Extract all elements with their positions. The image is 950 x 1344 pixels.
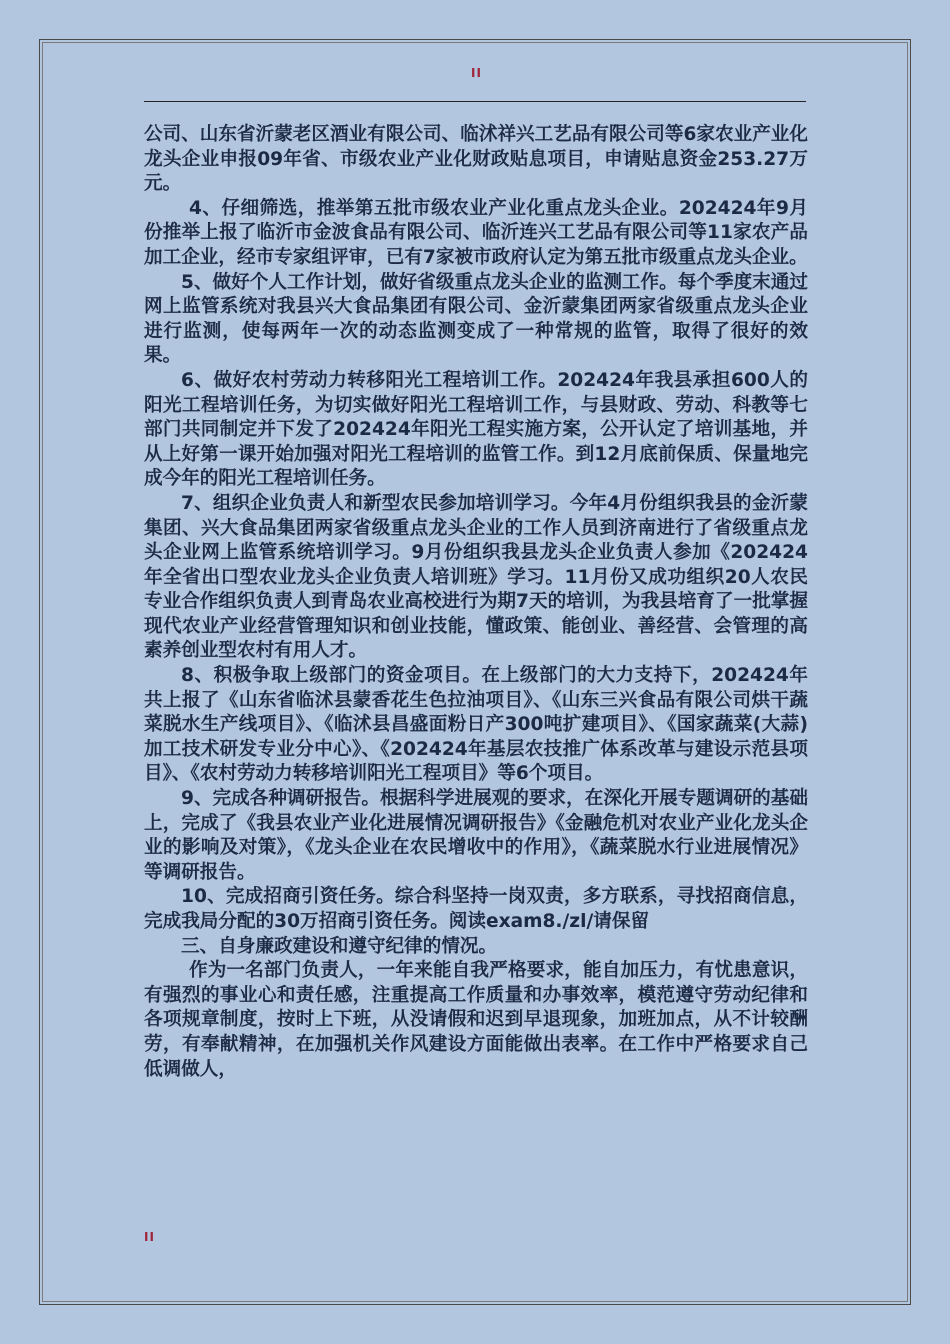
section-heading-3: 三、自身廉政建设和遵守纪律的情况。 xyxy=(181,935,498,957)
paragraph-continuation: 公司、山东省沂蒙老区酒业有限公司、临沭祥兴工艺品有限公司等6家农业产业化龙头企业申报09年省、市级农业产业化财政贴息项目，申请贴息资金253.27万元。 xyxy=(144,124,808,195)
paragraph-item-5: 5、做好个人工作计划，做好省级重点龙头企业的监测工作。每个季度末通过网上监管系统对我县兴大食品集团有限公司、金沂蒙集团两家省级重点龙头企业进行监测，使每两年一次的动态监测变成了一种常规的监管，取得了很好的效果。 xyxy=(144,271,808,367)
paragraph-item-4: 4、仔细筛选，推举第五批市级农业产业化重点龙头企业。202424年9月份推举上报了临沂市金波食品有限公司、临沂连兴工艺品有限公司等11家农产品加工企业，经市专家组评审，已有7家被市政府认定为第五批市级重点龙头企业。 xyxy=(144,197,808,268)
paragraph-item-8: 8、积极争取上级部门的资金项目。在上级部门的大力支持下，202424年共上报了《山东省临沭县蒙香花生色拉油项目》、《山东三兴食品有限公司烘干蔬菜脱水生产线项目》、《临沭县昌盛面粉日产300吨扩建项目》、《国家蔬菜(大蒜)加工技术研发专业分中心》、《202424年基层农技推广体系改革与建设示范县项目》、《农村劳动力转移培训阳光工程项目》等6个项目。 xyxy=(144,665,808,785)
document-body xyxy=(144,123,808,1082)
paragraph-item-6: 6、做好农村劳动力转移阳光工程培训工作。202424年我县承担600人的阳光工程培训任务，为切实做好阳光工程培训工作，与县财政、劳动、科教等七部门共同制定并下发了202424年阳光工程实施方案，公开认定了培训基地，并从上好第一课开始加强对阳光工程培训的监管工作。到12月底前保质、保量地完成今年的阳光工程培训任务。 xyxy=(144,369,808,490)
paragraph-item-9: 9、完成各种调研报告。根据科学进展观的要求，在深化开展专题调研的基础上，完成了《我县农业产业化进展情况调研报告》《金融危机对农业产业化龙头企业的影响及对策》，《龙头企业在农民增收中的作用》，《蔬菜脱水行业进展情况》等调研报告。 xyxy=(144,788,808,883)
footer-page-mark: II xyxy=(144,1230,155,1244)
header-page-mark: II xyxy=(471,66,482,80)
paragraph-self-discipline: 作为一名部门负责人，一年来能自我严格要求，能自加压力，有忧患意识，有强烈的事业心和责任感，注重提高工作质量和办事效率，模范遵守劳动纪律和各项规章制度，按时上下班，从没请假和迟到早退现象，加班加点，从不计较酬劳，有奉献精神，在加强机关作风建设方面能做出表率。在工作中严格要求自己低调做人， xyxy=(144,960,808,1080)
paragraph-item-10: 10、完成招商引资任务。综合科坚持一岗双责，多方联系，寻找招商信息，完成我局分配的30万招商引资任务。阅读exam8./zl/请保留 xyxy=(144,886,808,932)
header-divider xyxy=(144,101,806,102)
paragraph-item-7: 7、组织企业负责人和新型农民参加培训学习。今年4月份组织我县的金沂蒙集团、兴大食品集团两家省级重点龙头企业的工作人员到济南进行了省级重点龙头企业网上监管系统培训学习。9月份组织我县龙头企业负责人参加《202424年全省出口型农业龙头企业负责人培训班》学习。11月份又成功组织20人农民专业合作组织负责人到青岛农业高校进行为期7天的培训，为我县培育了一批掌握现代农业产业经营管理知识和创业技能，懂政策、能创业、善经营、会管理的高素养创业型农村有用人才。 xyxy=(144,492,808,662)
